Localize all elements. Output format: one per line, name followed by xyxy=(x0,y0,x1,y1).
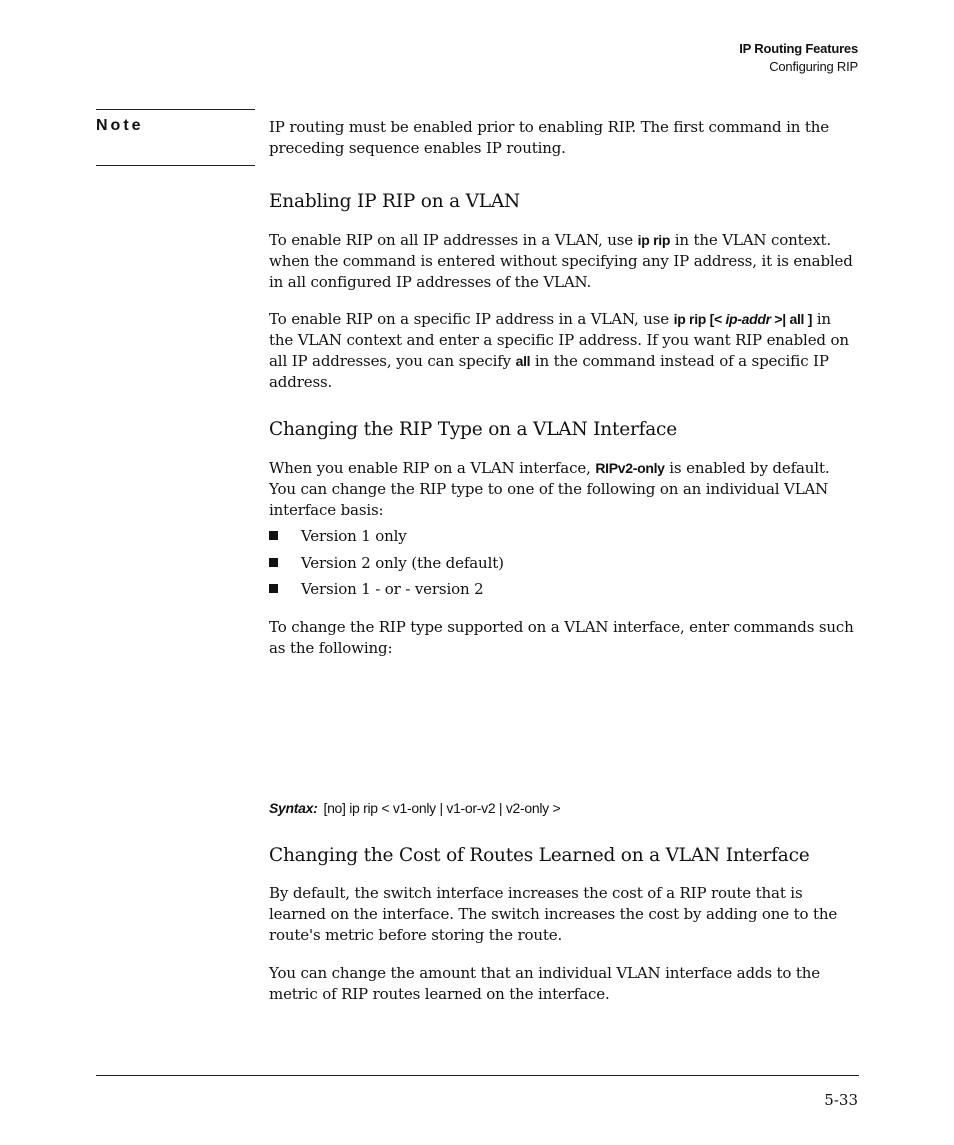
paragraph xyxy=(269,309,859,393)
command-text: >| all ] xyxy=(770,311,813,327)
command-text: ip rip xyxy=(637,232,671,248)
note-top-rule xyxy=(96,109,255,110)
footer-rule xyxy=(96,1075,859,1076)
text-run: in the VLAN context and enter a specific IP address. If you want RIP enabled on all IP addresses, you can specify xyxy=(269,310,849,370)
text-run: When you enable RIP on a VLAN interface, xyxy=(269,459,596,477)
paragraph: You can change the amount that an individual VLAN interface adds to the metric of RIP routes learned on the interface. xyxy=(269,964,821,1003)
note-label: Note xyxy=(96,117,144,134)
paragraph: By default, the switch interface increases the cost of a RIP route that is learned on the interface. The switch increases the cost by adding one to the route's metric before storing the route. xyxy=(269,884,838,944)
syntax-line xyxy=(269,800,560,816)
text-run: To enable RIP on a specific IP address in a VLAN, use xyxy=(269,310,674,328)
running-header-title: IP Routing Features xyxy=(739,41,858,56)
paragraph xyxy=(269,230,859,293)
running-header-subtitle: Configuring RIP xyxy=(769,59,858,74)
note-bottom-rule xyxy=(96,165,255,166)
text-run: To enable RIP on all IP addresses in a VLAN, use xyxy=(269,231,638,249)
list-item-text: Version 1 - or - version 2 xyxy=(301,580,484,598)
text-run: in the VLAN context. when the command is entered without specifying any IP address, it is enabled in all configured IP addresses of the VLAN. xyxy=(269,231,853,291)
section-heading-rip-type: Changing the RIP Type on a VLAN Interface xyxy=(269,419,677,440)
syntax-text: [no] ip rip < v1-only | v1-or-v2 | v2-only > xyxy=(323,800,561,816)
paragraph: To change the RIP type supported on a VLAN interface, enter commands such as the following: xyxy=(269,618,854,657)
syntax-label: Syntax: xyxy=(269,800,318,816)
command-text: RIPv2-only xyxy=(595,460,665,476)
command-text: ip rip [< xyxy=(673,311,726,327)
command-parameter: ip-addr xyxy=(725,311,771,327)
section-heading-enabling-rip: Enabling IP RIP on a VLAN xyxy=(269,191,521,212)
text-run: in the command instead of a specific IP address. xyxy=(269,352,829,391)
list-item-text: Version 1 only xyxy=(301,527,407,545)
page-number: 5-33 xyxy=(824,1091,858,1109)
command-text: all xyxy=(515,353,531,369)
note-text: IP routing must be enabled prior to enabling RIP. The first command in the preceding sequence enables IP routing. xyxy=(269,118,830,157)
list-item-text: Version 2 only (the default) xyxy=(301,554,504,572)
square-bullet-icon xyxy=(269,584,278,593)
square-bullet-icon xyxy=(269,558,278,567)
section-heading-cost-of-routes: Changing the Cost of Routes Learned on a VLAN Interface xyxy=(269,845,810,866)
square-bullet-icon xyxy=(269,531,278,540)
paragraph xyxy=(269,458,859,521)
text-run: is enabled by default. You can change the RIP type to one of the following on an individual VLAN interface basis: xyxy=(269,459,830,519)
